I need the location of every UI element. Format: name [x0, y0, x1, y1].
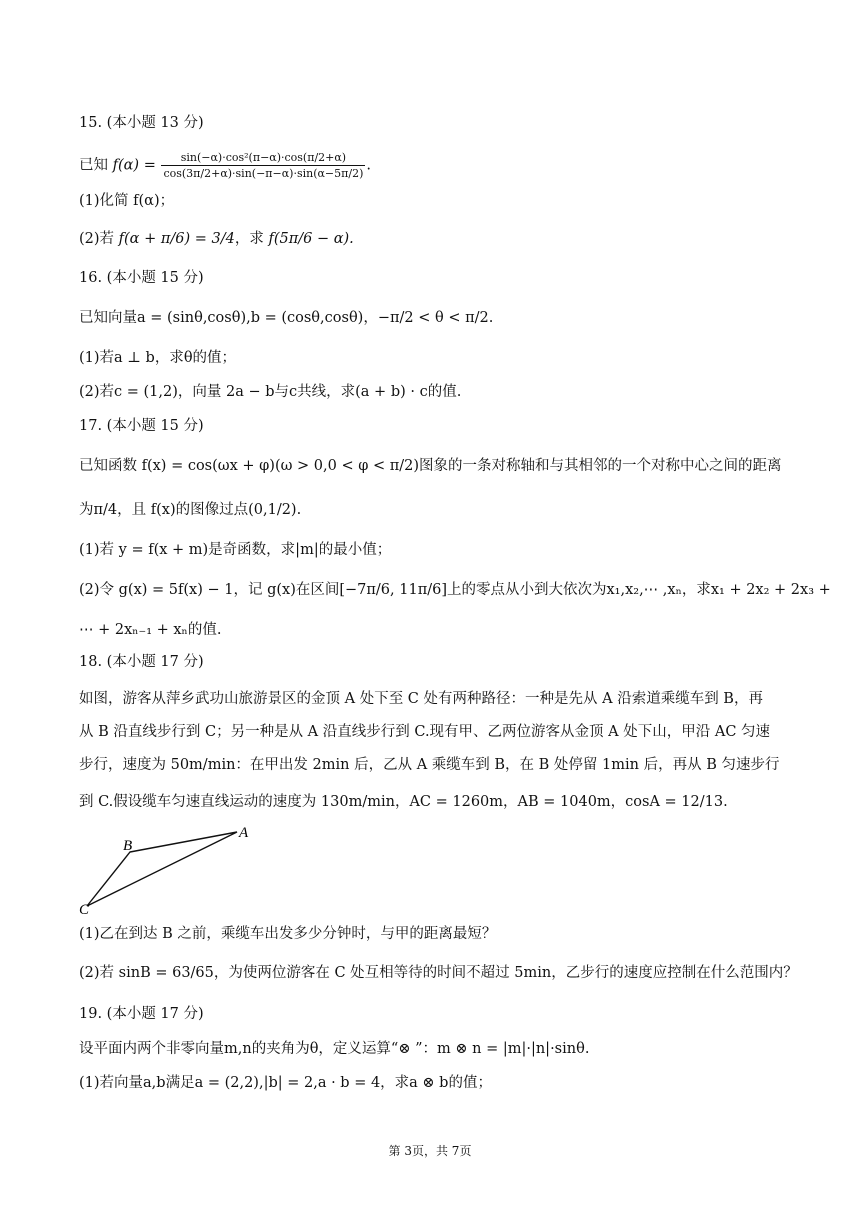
- triangle-abc: [87, 832, 237, 906]
- q18-triangle-figure: [70, 822, 260, 918]
- q18-part2: (2)若 sinB = 63/65，为使两位游客在 C 处互相等待的时间不超过 5min，乙步行的速度应控制在什么范围内？: [79, 965, 798, 981]
- q17-line1: 已知函数 f(x) = cos(ωx + φ)(ω > 0,0 < φ < π/2)图象的一条对称轴和与其相邻的一个对称中心之间的距离: [79, 458, 782, 474]
- q15-numerator: sin(−α)·cos²(π−α)·cos(π/2+α): [161, 150, 365, 166]
- q19-line1: 设平面内两个非零向量m,n的夹角为θ，定义运算“⊗ ”：m ⊗ n = |m|·|n|·sinθ.: [79, 1041, 590, 1057]
- q19-header: 19. (本小题 17 分): [79, 1006, 204, 1022]
- q17-part2-line1: (2)令 g(x) = 5f(x) − 1，记 g(x)在区间[−7π/6, 11π/6]上的零点从小到大依次为x₁,x₂,⋯ ,xₙ，求x₁ + 2x₂ + 2x₃ +: [79, 582, 831, 598]
- q15-denominator: cos(3π/2+α)·sin(−π−α)·sin(α−5π/2): [163, 167, 364, 180]
- q15-part2-prefix: (2)若: [79, 231, 115, 247]
- q15-part2: [79, 229, 800, 249]
- q18-line2: 从 B 沿直线步行到 C；另一种是从 A 沿直线步行到 C.现有甲、乙两位游客从金顶 A 处下山，甲沿 AC 匀速: [79, 724, 771, 740]
- q17-line2: 为π/4，且 f(x)的图像过点(0,1/2).: [79, 502, 302, 518]
- q18-line1: 如图，游客从萍乡武功山旅游景区的金顶 A 处下至 C 处有两种路径：一种是先从 A 沿索道乘缆车到 B，再: [79, 691, 763, 707]
- q17-part2-line2: ⋯ + 2xₙ₋₁ + xₙ的值.: [79, 622, 222, 638]
- q15-definition: 已知 f(α) = $\frac{\text{sin(−α)·cos²(π−α)·cos(π/2+α)}}{\cos(3\pi/2+\alpha)\cdot\sin(-\pi-\alpha)\cdot\sin(\alpha-5\pi/2)}$ .: [79, 151, 371, 180]
- q18-part1: (1)乙在到达 B 之前，乘缆车出发多少分钟时，与甲的距离最短？: [79, 926, 497, 942]
- q15-part2-condition: f(α + π/6) = 3/4: [118, 231, 235, 247]
- q17-part1: (1)若 y = f(x + m)是奇函数，求|m|的最小值；: [79, 542, 392, 558]
- q17-header: 17. (本小题 15 分): [79, 418, 204, 434]
- q15-fraction: [161, 150, 365, 181]
- q16-header: 16. (本小题 15 分): [79, 270, 204, 286]
- q15-f-alpha: f(α) =: [112, 157, 156, 174]
- q18-header: 18. (本小题 17 分): [79, 654, 204, 670]
- q16-intro: 已知向量a = (sinθ,cosθ),b = (cosθ,cosθ)，−π/2 < θ < π/2.: [79, 310, 494, 326]
- label-b: B: [123, 838, 133, 854]
- q19-part1: (1)若向量a,b满足a = (2,2),|b| = 2,a · b = 4，求a ⊗ b的值；: [79, 1075, 492, 1091]
- q15-part1: (1)化简 f(α)；: [79, 193, 175, 209]
- q15-intro: 已知: [79, 157, 108, 174]
- q15-part2-target: f(5π/6 − α).: [268, 231, 354, 247]
- q16-part2: (2)若c = (1,2)，向量 2a − b与c共线，求(a + b) · c的值.: [79, 384, 462, 400]
- q16-part1: (1)若a ⊥ b，求θ的值；: [79, 350, 237, 366]
- q15-part2-mid: ，求: [234, 231, 264, 247]
- label-a: A: [239, 825, 249, 841]
- q18-line4: 到 C.假设缆车匀速直线运动的速度为 130m/min，AC = 1260m，AB = 1040m，cosA = 12/13.: [79, 794, 728, 810]
- q15-header: 15. (本小题 13 分): [79, 115, 204, 131]
- q18-line3: 步行，速度为 50m/min：在甲出发 2min 后，乙从 A 乘缆车到 B，在 B 处停留 1min 后，再从 B 匀速步行: [79, 757, 780, 773]
- label-c: C: [79, 902, 90, 918]
- page-footer: 第 3页，共 7页: [388, 1144, 472, 1158]
